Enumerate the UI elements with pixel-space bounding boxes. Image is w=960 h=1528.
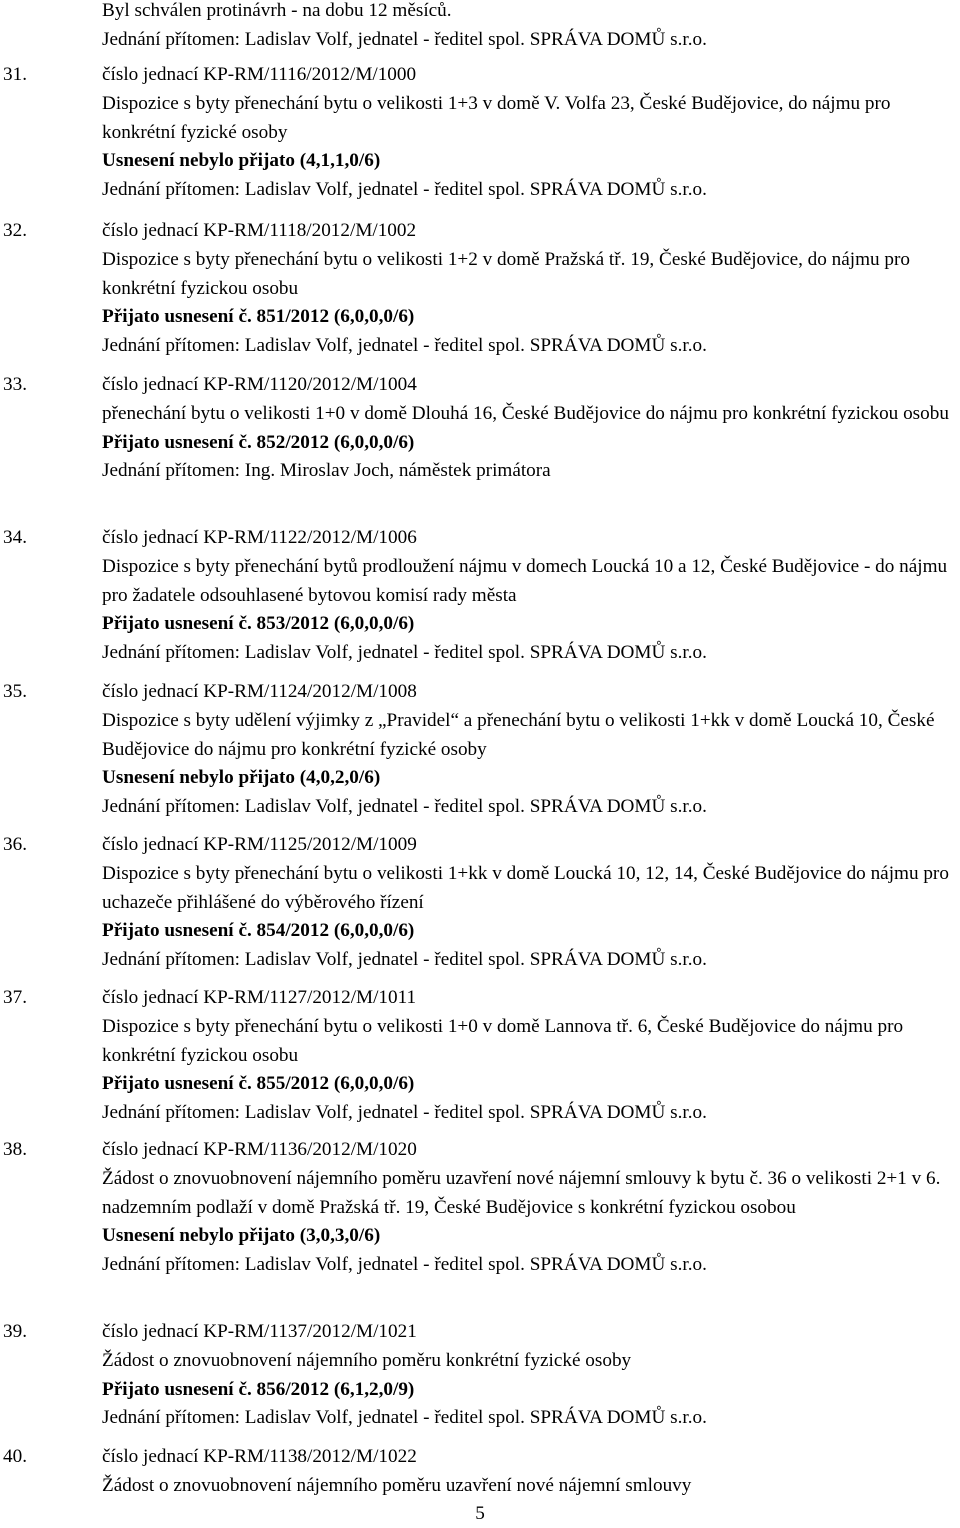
item-number: 36.	[3, 834, 27, 855]
item-resolution: Přijato usnesení č. 856/2012 (6,1,2,0/9)	[102, 1378, 415, 1400]
item-number: 31.	[3, 64, 27, 85]
item-present: Jednání přítomen: Ladislav Volf, jednatel - ředitel spol. SPRÁVA DOMŮ s.r.o.	[102, 642, 707, 664]
item-present: Jednání přítomen: Ladislav Volf, jednatel - ředitel spol. SPRÁVA DOMŮ s.r.o.	[102, 1254, 707, 1276]
item-reference: číslo jednací KP-RM/1120/2012/M/1004	[102, 374, 417, 395]
item-description: Dispozice s byty přenechání bytů prodloužení nájmu v domech Loucká 10 a 12, České Budějovice - do nájmu pro žadatele odsouhlasené bytovou komisí rady města	[102, 555, 948, 606]
item-body	[102, 831, 957, 975]
item-present: Jednání přítomen: Ladislav Volf, jednatel - ředitel spol. SPRÁVA DOMŮ s.r.o.	[102, 1407, 707, 1429]
item-description: Žádost o znovuobnovení nájemního poměru uzavření nové nájemní smlouvy	[102, 1474, 692, 1496]
item-description: Dispozice s byty přenechání bytu o velikosti 1+3 v domě V. Volfa 23, České Budějovice, do nájmu pro konkrétní fyzické osoby	[102, 92, 891, 143]
item-body	[102, 371, 957, 486]
item-present: Jednání přítomen: Ladislav Volf, jednatel - ředitel spol. SPRÁVA DOMŮ s.r.o.	[102, 796, 707, 818]
item-reference: číslo jednací KP-RM/1136/2012/M/1020	[102, 1139, 417, 1160]
item-body	[102, 1443, 957, 1501]
item-body	[102, 217, 957, 361]
item-resolution: Usnesení nebylo přijato (3,0,3,0/6)	[102, 1225, 381, 1247]
item-present: Jednání přítomen: Ladislav Volf, jednatel - ředitel spol. SPRÁVA DOMŮ s.r.o.	[102, 949, 707, 971]
intro-block	[102, 0, 952, 55]
item-resolution: Usnesení nebylo přijato (4,1,1,0/6)	[102, 150, 381, 172]
item-body	[102, 1136, 957, 1280]
item-description: Žádost o znovuobnovení nájemního poměru uzavření nové nájemní smlouvy k bytu č. 36 o velikosti 2+1 v 6. nadzemním podlaží v domě Pražská tř. 19, České Budějovice s konkrétní fyzickou osobou	[102, 1167, 941, 1218]
item-number: 33.	[3, 374, 27, 395]
item-description: Dispozice s byty přenechání bytu o velikosti 1+kk v domě Loucká 10, 12, 14, České Budějovice do nájmu pro uchazeče přihlášené do výběrového řízení	[102, 862, 949, 913]
item-reference: číslo jednací KP-RM/1124/2012/M/1008	[102, 681, 417, 702]
item-number: 35.	[3, 681, 27, 702]
item-number: 40.	[3, 1446, 27, 1467]
item-description: Žádost o znovuobnovení nájemního poměru konkrétní fyzické osoby	[102, 1349, 632, 1371]
item-present: Jednání přítomen: Ladislav Volf, jednatel - ředitel spol. SPRÁVA DOMŮ s.r.o.	[102, 335, 707, 357]
item-body	[102, 61, 957, 205]
item-resolution: Přijato usnesení č. 855/2012 (6,0,0,0/6)	[102, 1073, 415, 1095]
item-number: 39.	[3, 1321, 27, 1342]
intro-line: Byl schválen protinávrh - na dobu 12 měsíců.	[102, 0, 452, 21]
intro-present-line: Jednání přítomen: Ladislav Volf, jednatel - ředitel spol. SPRÁVA DOMŮ s.r.o.	[102, 28, 707, 50]
item-number: 38.	[3, 1139, 27, 1160]
item-reference: číslo jednací KP-RM/1138/2012/M/1022	[102, 1446, 417, 1467]
item-reference: číslo jednací KP-RM/1118/2012/M/1002	[102, 220, 417, 241]
item-reference: číslo jednací KP-RM/1137/2012/M/1021	[102, 1321, 417, 1342]
item-number: 34.	[3, 527, 27, 548]
item-reference: číslo jednací KP-RM/1116/2012/M/1000	[102, 64, 417, 85]
item-resolution: Přijato usnesení č. 852/2012 (6,0,0,0/6)	[102, 431, 415, 453]
item-resolution: Přijato usnesení č. 851/2012 (6,0,0,0/6)	[102, 306, 415, 328]
item-description: přenechání bytu o velikosti 1+0 v domě Dlouhá 16, České Budějovice do nájmu pro konkrétní fyzickou osobu	[102, 402, 949, 424]
item-present: Jednání přítomen: Ing. Miroslav Joch, náměstek primátora	[102, 460, 551, 482]
item-body	[102, 1318, 957, 1433]
item-present: Jednání přítomen: Ladislav Volf, jednatel - ředitel spol. SPRÁVA DOMŮ s.r.o.	[102, 179, 707, 201]
item-body	[102, 678, 957, 822]
item-number: 37.	[3, 987, 27, 1008]
item-resolution: Přijato usnesení č. 854/2012 (6,0,0,0/6)	[102, 920, 415, 942]
item-body	[102, 524, 957, 668]
item-description: Dispozice s byty přenechání bytu o velikosti 1+0 v domě Lannova tř. 6, České Budějovice do nájmu pro konkrétní fyzickou osobu	[102, 1015, 904, 1066]
item-resolution: Přijato usnesení č. 853/2012 (6,0,0,0/6)	[102, 613, 415, 635]
item-description: Dispozice s byty udělení výjimky z „Pravidel“ a přenechání bytu o velikosti 1+kk v domě Loucká 10, České Budějovice do nájmu pro konkrétní fyzické osoby	[102, 709, 935, 760]
item-resolution: Usnesení nebylo přijato (4,0,2,0/6)	[102, 767, 381, 789]
item-number: 32.	[3, 220, 27, 241]
item-description: Dispozice s byty přenechání bytu o velikosti 1+2 v domě Pražská tř. 19, České Budějovice, do nájmu pro konkrétní fyzickou osobu	[102, 248, 911, 299]
item-reference: číslo jednací KP-RM/1122/2012/M/1006	[102, 527, 417, 548]
page-number: 5	[475, 1503, 485, 1524]
item-present: Jednání přítomen: Ladislav Volf, jednatel - ředitel spol. SPRÁVA DOMŮ s.r.o.	[102, 1102, 707, 1124]
item-reference: číslo jednací KP-RM/1125/2012/M/1009	[102, 834, 417, 855]
item-reference: číslo jednací KP-RM/1127/2012/M/1011	[102, 987, 417, 1008]
item-body	[102, 984, 957, 1128]
